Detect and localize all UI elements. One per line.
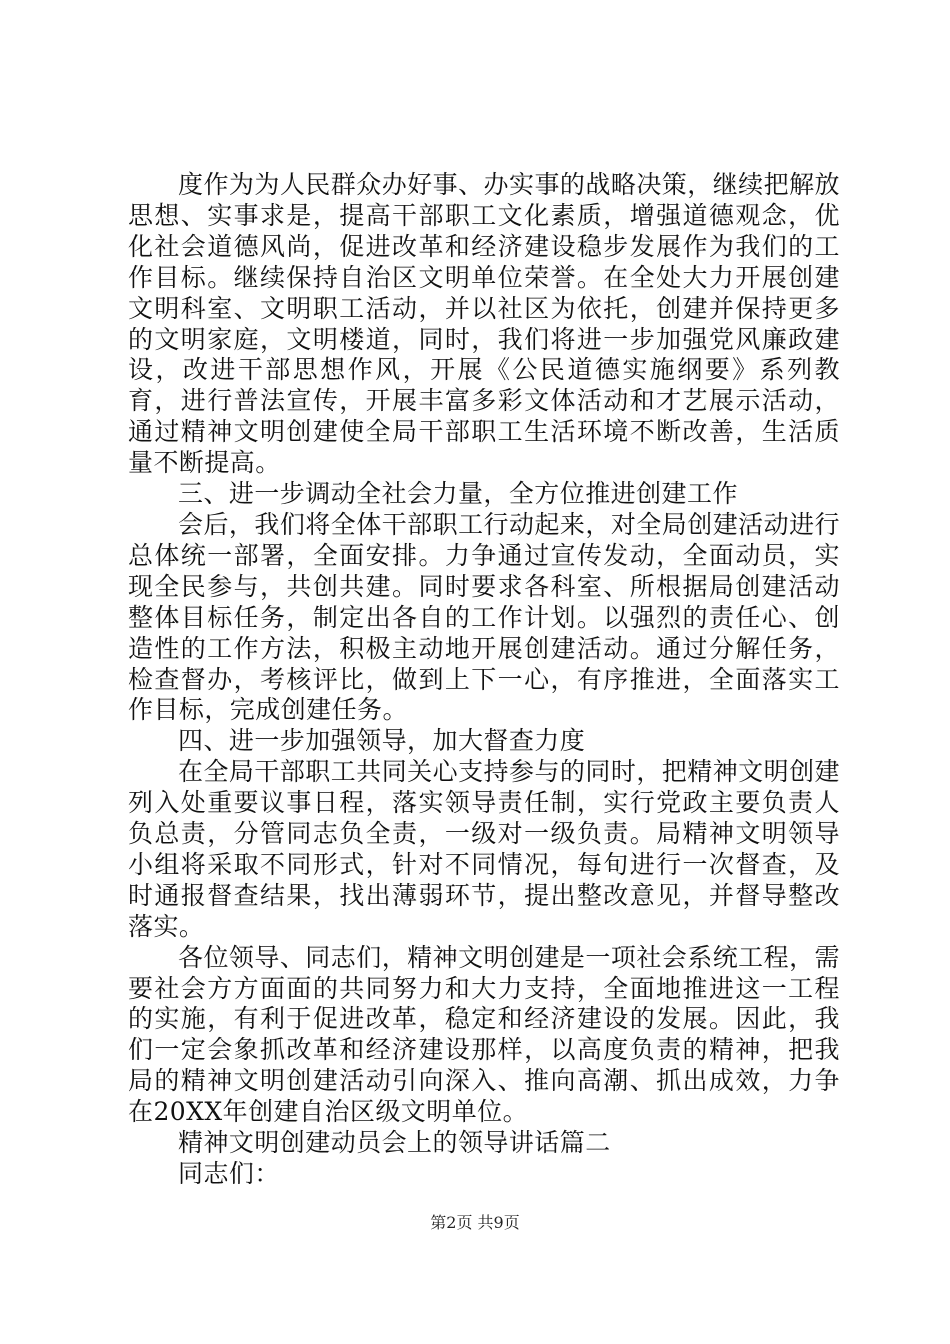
- paragraph-work-goals: 度作为为人民群众办好事、办实事的战略决策，继续把解放思想、实事求是，提高干部职工文化素质，增强道德观念，优化社会道德风尚，促进改革和经济建设稳步发展作为我们的工作目标。继续保持自治区文明单位荣誉。在全处大力开展创建文明科室、文明职工活动，并以社区为依托，创建并保持更多的文明家庭，文明楼道，同时，我们将进一步加强党风廉政建设，改进干部思想作风，开展《公民道德实施纲要》系列教育，进行普法宣传，开展丰富多彩文体活动和才艺展示活动，通过精神文明创建使全局干部职工生活环境不断改善，生活质量不断提高。: [128, 170, 840, 478]
- article-title-part-two: 精神文明创建动员会上的领导讲话篇二: [178, 1128, 611, 1158]
- paragraph-mobilization: 会后，我们将全体干部职工行动起来，对全局创建活动进行总体统一部署，全面安排。力争通过宣传发动，全面动员，实现全民参与，共创共建。同时要求各科室、所根据局创建活动整体目标任务，制定出各自的工作计划。以强烈的责任心、创造性的工作方法，积极主动地开展创建活动。通过分解任务，检查督办，考核评比，做到上下一心，有序推进，全面落实工作目标，完成创建任务。: [128, 509, 840, 725]
- section-heading-four: 四、进一步加强领导，加大督查力度: [178, 726, 586, 756]
- paragraph-conclusion: 各位领导、同志们，精神文明创建是一项社会系统工程，需要社会方方面面的共同努力和大力支持，全面地推进这一工程的实施，有利于促进改革，稳定和经济建设的发展。因此，我们一定会象抓改革和经济建设那样，以高度负责的精神，把我局的精神文明创建活动引向深入、推向高潮、抓出成效，力争在20XX年创建自治区级文明单位。: [128, 942, 840, 1127]
- section-heading-three: 三、进一步调动全社会力量，全方位推进创建工作: [178, 479, 738, 509]
- page-number-footer: 第2页 共9页: [430, 1213, 520, 1232]
- document-body: [128, 170, 840, 1190]
- paragraph-supervision: 在全局干部职工共同关心支持参与的同时，把精神文明创建列入处重要议事日程，落实领导责任制，实行党政主要负责人负总责，分管同志负全责，一级对一级负责。局精神文明领导小组将采取不同形式，针对不同情况，每旬进行一次督查，及时通报督查结果，找出薄弱环节，提出整改意见，并督导整改落实。: [128, 757, 840, 941]
- salutation: 同志们：: [178, 1159, 280, 1188]
